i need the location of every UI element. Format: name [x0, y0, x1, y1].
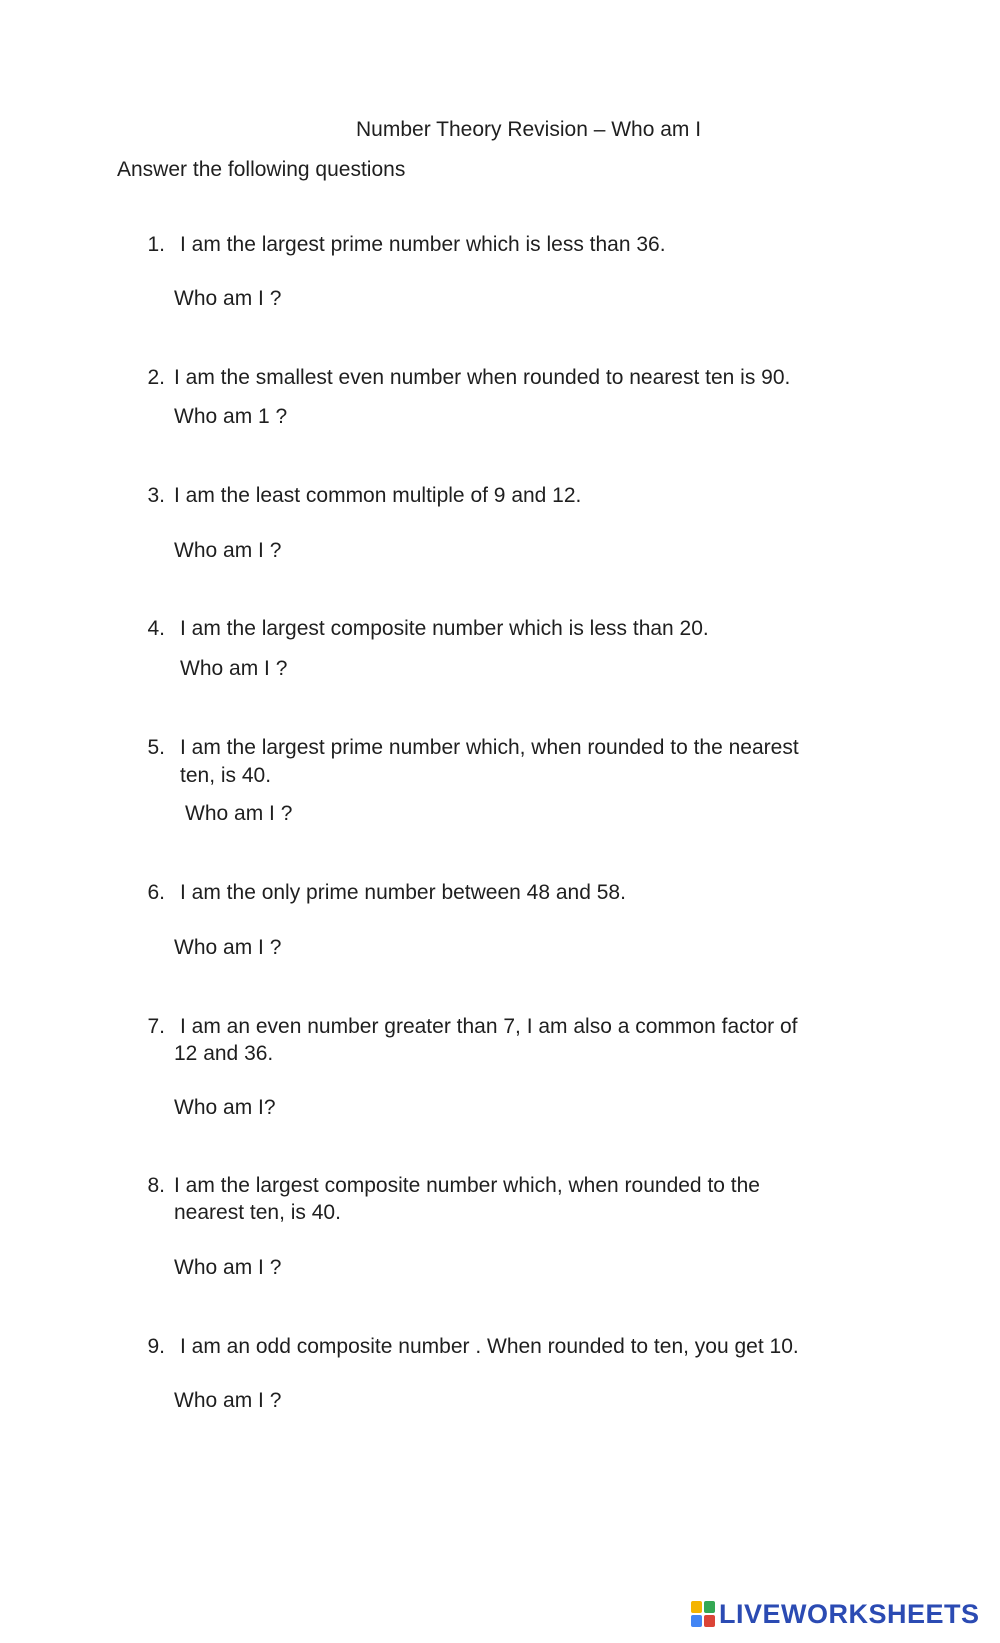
logo-tile-4: [704, 1615, 715, 1627]
logo-tile-3: [691, 1615, 702, 1627]
liveworksheets-logo-text: LIVEWORKSHEETS: [719, 1598, 980, 1629]
worksheet-title: Number Theory Revision – Who am I: [356, 118, 702, 141]
question-9-prompt: Who am I ?: [174, 1389, 282, 1412]
logo-tile-1: [691, 1601, 702, 1613]
question-4-text: I am the largest composite number which is less than 20.: [180, 617, 709, 640]
instruction-text: Answer the following questions: [117, 158, 406, 181]
question-9-text: I am an odd composite number . When rounded to ten, you get 10.: [180, 1335, 799, 1358]
question-5-text-line-1: I am the largest prime number which, when rounded to the nearest: [180, 736, 799, 759]
question-1-prompt: Who am I ?: [174, 287, 282, 310]
logo-tile-2: [704, 1601, 715, 1613]
question-4-number: 4.: [147, 617, 165, 640]
question-3-prompt: Who am I ?: [174, 539, 282, 562]
question-7-text-line-1: I am an even number greater than 7, I am also a common factor of: [180, 1015, 798, 1038]
question-2-text: I am the smallest even number when rounded to nearest ten is 90.: [174, 366, 791, 389]
question-1-number: 1.: [147, 233, 165, 256]
liveworksheets-logo-icon: [691, 1601, 715, 1627]
question-5-prompt: Who am I ?: [185, 802, 293, 825]
question-8-number: 8.: [147, 1174, 165, 1197]
question-7-text-line-2: 12 and 36.: [174, 1042, 274, 1065]
question-6-text: I am the only prime number between 48 and 58.: [180, 881, 626, 904]
question-5-text-line-2: ten, is 40.: [180, 764, 272, 787]
liveworksheets-logo: [691, 1594, 980, 1634]
question-8-prompt: Who am I ?: [174, 1256, 282, 1279]
question-9-number: 9.: [147, 1335, 165, 1358]
question-2-number: 2.: [147, 366, 165, 389]
question-4-prompt: Who am I ?: [180, 657, 288, 680]
question-7-number: 7.: [147, 1015, 165, 1038]
question-3-number: 3.: [147, 484, 165, 507]
question-6-prompt: Who am I ?: [174, 936, 282, 959]
question-5-number: 5.: [147, 736, 165, 759]
question-1-text: I am the largest prime number which is less than 36.: [180, 233, 666, 256]
question-3-text: I am the least common multiple of 9 and 12.: [174, 484, 582, 507]
question-8-text-line-1: I am the largest composite number which, when rounded to the: [174, 1174, 760, 1197]
question-2-prompt: Who am 1 ?: [174, 405, 288, 428]
question-6-number: 6.: [147, 881, 165, 904]
question-8-text-line-2: nearest ten, is 40.: [174, 1201, 341, 1224]
question-7-prompt: Who am I?: [174, 1096, 276, 1119]
